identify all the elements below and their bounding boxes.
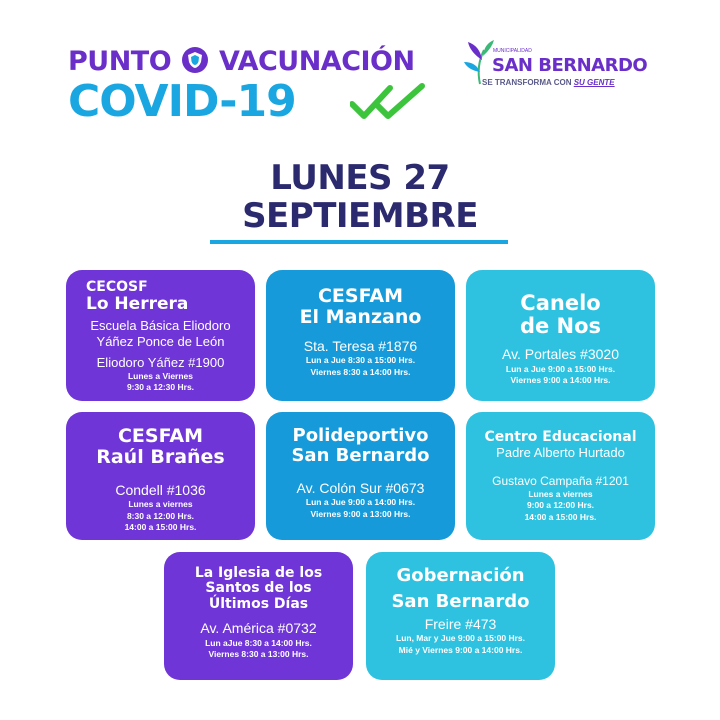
card-title: Raúl Brañes <box>96 445 225 468</box>
card-sub: Escuela Básica Eliodoro <box>90 318 231 334</box>
location-card-lo-herrera <box>66 270 255 401</box>
card-title: Lo Herrera <box>86 294 189 315</box>
date-month: SEPTIEMBRE <box>242 196 478 236</box>
card-hours: Lunes a Viernes <box>127 370 194 381</box>
card-hours: Lun, Mar y Jue 9:00 a 15:00 Hrs. <box>396 633 525 644</box>
card-address: Eliodoro Yáñez #1900 <box>96 354 225 370</box>
card-title: Últimos Días <box>208 595 309 612</box>
date-underline <box>210 240 508 244</box>
header-punto: PUNTO <box>68 46 172 77</box>
card-title: Canelo <box>520 291 601 315</box>
logo-tagline: SE TRANSFORMA CON SU GENTE <box>482 78 615 87</box>
card-address: Av. América #0732 <box>200 620 317 637</box>
vaccine-shield-icon <box>182 47 208 73</box>
card-sub: Padre Alberto Hurtado <box>496 445 625 461</box>
card-address: Freire #473 <box>424 615 497 632</box>
card-hours: Viernes 8:30 a 14:00 Hrs. <box>310 366 411 377</box>
card-hours: Viernes 9:00 a 13:00 Hrs. <box>310 508 411 519</box>
card-hours: Lun a Jue 9:00 a 14:00 Hrs. <box>305 497 416 508</box>
card-title: Gobernación <box>396 565 525 586</box>
double-check-icon <box>350 82 430 124</box>
header-line1 <box>68 46 415 77</box>
logo-municipalidad: MUNICIPALIDAD <box>493 48 532 54</box>
card-title: CESFAM <box>317 285 404 307</box>
card-hours: Lun a Jue 8:30 a 15:00 Hrs. <box>305 355 416 366</box>
card-hours: 14:00 a 15:00 Hrs. <box>124 522 197 533</box>
location-card-polideportivo <box>266 412 455 540</box>
card-hours: Lun aJue 8:30 a 14:00 Hrs. <box>205 637 312 648</box>
card-address: Gustavo Campaña #1201 <box>492 473 629 488</box>
location-card-el-manzano <box>266 270 455 401</box>
card-address: Sta. Teresa #1876 <box>303 337 418 354</box>
card-hours: Viernes 9:00 a 14:00 Hrs. <box>510 375 611 386</box>
header-covid: COVID-19 <box>68 76 296 127</box>
card-address: Condell #1036 <box>115 481 206 498</box>
card-title: Centro Educacional <box>484 429 637 445</box>
card-hours: Mié y Viernes 9:00 a 14:00 Hrs. <box>398 644 523 655</box>
card-title: San Bernardo <box>291 444 430 466</box>
date-day: LUNES 27 <box>270 158 450 198</box>
card-hours: Lun a Jue 9:00 a 15:00 Hrs. <box>505 363 616 374</box>
card-title: CESFAM <box>117 425 204 447</box>
card-title: Santos de los <box>205 580 312 597</box>
card-title: El Manzano <box>299 305 422 328</box>
card-hours: 8:30 a 12:00 Hrs. <box>126 510 195 521</box>
card-hours: Lunes a viernes <box>528 488 593 499</box>
card-pre: CECOSF <box>86 279 148 295</box>
card-hours: 9:00 a 12:00 Hrs. <box>526 500 595 511</box>
card-sub: Yáñez Ponce de León <box>96 334 225 350</box>
card-title: Polideportivo <box>292 425 429 446</box>
location-card-gobernacion <box>366 552 555 680</box>
location-card-iglesia <box>164 552 353 680</box>
card-title: San Bernardo <box>391 590 530 612</box>
card-hours: 9:30 a 12:30 Hrs. <box>126 382 195 393</box>
card-hours: 14:00 a 15:00 Hrs. <box>524 511 597 522</box>
card-address: Av. Portales #3020 <box>501 346 619 363</box>
card-hours: Viernes 8:30 a 13:00 Hrs. <box>208 649 309 660</box>
location-card-raul-branes <box>66 412 255 540</box>
card-address: Av. Colón Sur #0673 <box>296 479 425 496</box>
card-title: La Iglesia de los <box>194 565 323 581</box>
header-vacunacion: VACUNACIÓN <box>219 46 415 77</box>
card-title: de Nos <box>519 314 602 339</box>
location-card-canelo-de-nos <box>466 270 655 401</box>
logo-name: SAN BERNARDO <box>492 55 648 76</box>
location-card-centro-educacional <box>466 412 655 540</box>
card-hours: Lunes a viernes <box>128 499 193 510</box>
